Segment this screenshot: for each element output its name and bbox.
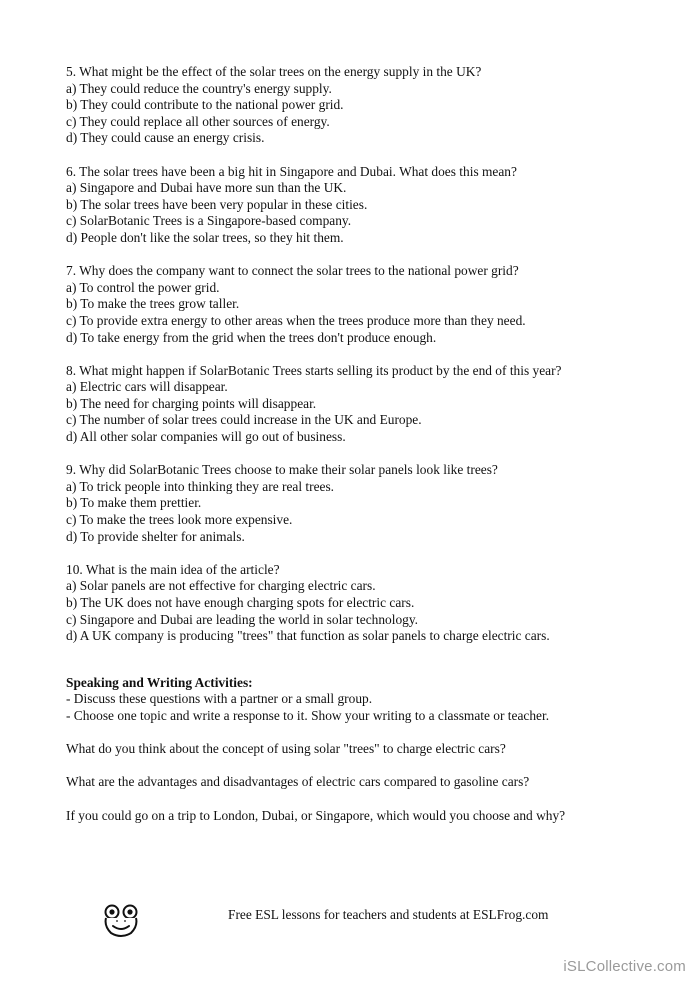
question-block-7 — [66, 263, 646, 346]
speaking-prompt-1: What do you think about the concept of using solar "trees" to charge electric cars? — [66, 741, 506, 757]
question-7-option-b: b) To make the trees grow taller. — [66, 296, 240, 312]
question-7-option-c: c) To provide extra energy to other areas when the trees produce more than they need. — [66, 312, 526, 328]
speaking-heading: Speaking and Writing Activities: — [66, 674, 253, 690]
question-5-option-c: c) They could replace all other sources of energy. — [66, 113, 330, 129]
question-9-option-a: a) To trick people into thinking they are real trees. — [66, 478, 335, 494]
question-5-option-d: d) They could cause an energy crisis. — [66, 130, 265, 146]
question-7-option-a: a) To control the power grid. — [66, 279, 220, 295]
question-10-option-d: d) A UK company is producing "trees" that function as solar panels to charge electric cars. — [66, 628, 550, 644]
question-6-option-a: a) Singapore and Dubai have more sun than the UK. — [66, 180, 347, 196]
speaking-instruction-1: - Discuss these questions with a partner or a small group. — [66, 691, 373, 707]
question-6-option-b: b) The solar trees have been very popular in these cities. — [66, 196, 368, 212]
question-9-option-c: c) To make the trees look more expensive. — [66, 512, 293, 528]
question-7-text: 7. Why does the company want to connect the solar trees to the national power grid? — [66, 263, 519, 279]
question-9-option-d: d) To provide shelter for animals. — [66, 528, 245, 544]
question-8-text: 8. What might happen if SolarBotanic Trees starts selling its product by the end of this year? — [66, 362, 562, 378]
question-5-text: 5. What might be the effect of the solar trees on the energy supply in the UK? — [66, 64, 482, 79]
question-block-5 — [66, 64, 646, 147]
question-10-option-a: a) Solar panels are not effective for charging electric cars. — [66, 578, 376, 594]
worksheet-content — [66, 64, 646, 824]
question-5-option-a: a) They could reduce the country's energy supply. — [66, 80, 332, 96]
question-block-8 — [66, 363, 646, 446]
question-6-text: 6. The solar trees have been a big hit in Singapore and Dubai. What does this mean? — [66, 163, 517, 179]
question-9-option-b: b) To make them prettier. — [66, 495, 202, 511]
speaking-prompt-3: If you could go on a trip to London, Dubai, or Singapore, which would you choose and why? — [66, 807, 566, 823]
question-7-option-d: d) To take energy from the grid when the trees don't produce enough. — [66, 329, 437, 345]
question-block-9 — [66, 462, 646, 545]
question-10-option-b: b) The UK does not have enough charging spots for electric cars. — [66, 595, 415, 610]
speaking-prompt-2: What are the advantages and disadvantages of electric cars compared to gasoline cars? — [66, 774, 530, 790]
question-9-text: 9. Why did SolarBotanic Trees choose to make their solar panels look like trees? — [66, 462, 498, 478]
speaking-writing-section — [66, 675, 646, 824]
question-8-option-d: d) All other solar companies will go out of business. — [66, 429, 346, 445]
question-6-option-c: c) SolarBotanic Trees is a Singapore-based company. — [66, 213, 352, 229]
frog-face-icon — [103, 904, 139, 938]
question-block-6 — [66, 164, 646, 247]
question-10-text: 10. What is the main idea of the article? — [66, 561, 280, 577]
question-8-option-c: c) The number of solar trees could increase in the UK and Europe. — [66, 412, 422, 428]
question-5-option-b: b) They could contribute to the national power grid. — [66, 97, 344, 113]
speaking-instruction-2: - Choose one topic and write a response to it. Show your writing to a classmate or teacher. — [66, 707, 550, 723]
footer-text: Free ESL lessons for teachers and students at ESLFrog.com — [228, 907, 549, 922]
question-block-10 — [66, 562, 646, 645]
question-6-option-d: d) People don't like the solar trees, so they hit them. — [66, 229, 344, 245]
question-8-option-b: b) The need for charging points will disappear. — [66, 395, 317, 411]
question-10-option-c: c) Singapore and Dubai are leading the world in solar technology. — [66, 611, 419, 627]
question-8-option-a: a) Electric cars will disappear. — [66, 379, 228, 395]
watermark-text: iSLCollective.com — [563, 958, 686, 975]
